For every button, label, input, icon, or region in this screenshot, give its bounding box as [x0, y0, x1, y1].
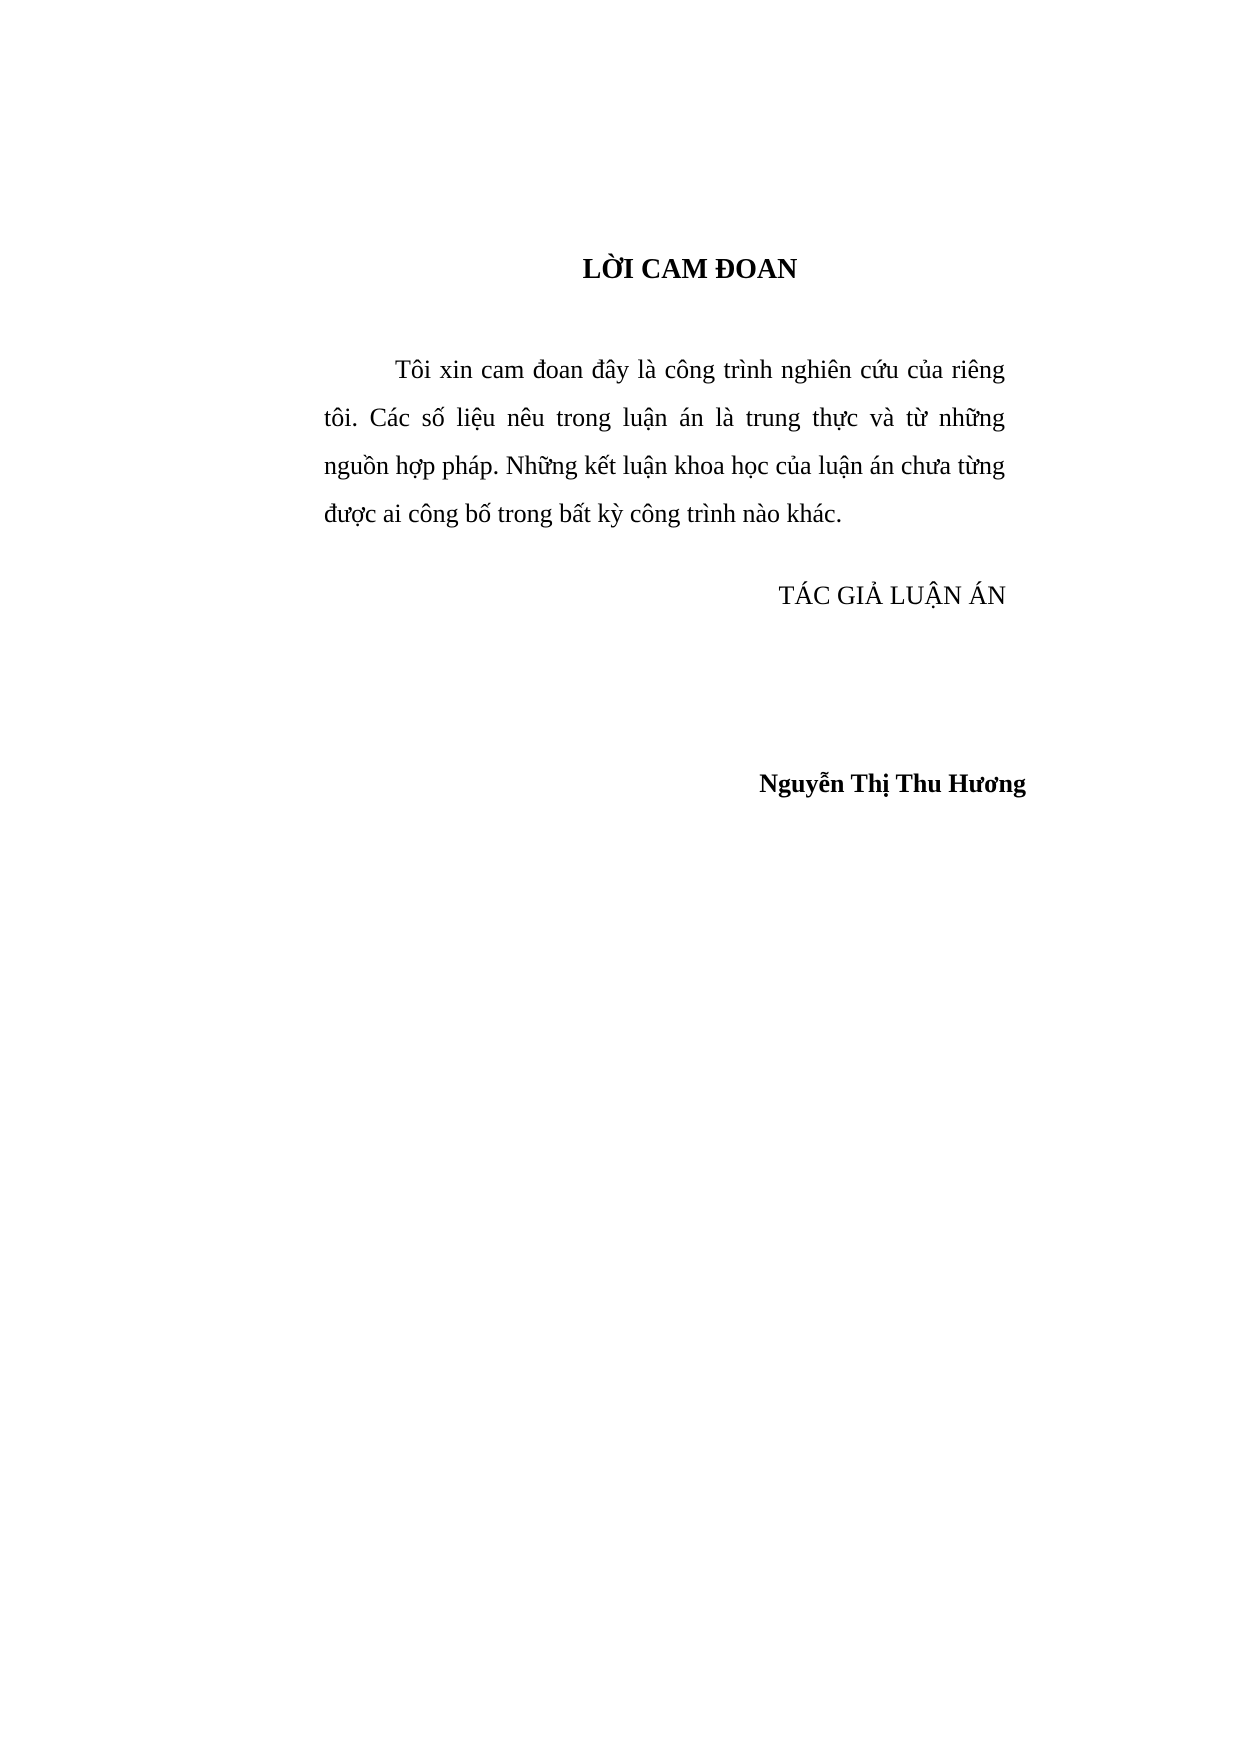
author-label: TÁC GIẢ LUẬN ÁN [778, 581, 1006, 610]
declaration-paragraph: Tôi xin cam đoan đây là công trình nghiên cứu của riêng tôi. Các số liệu nêu trong luận án là trung thực và từ những nguồn hợp pháp. Những kết luận khoa học của luận án chưa từng được ai công bố trong bất kỳ công trình nào khác. [324, 355, 1005, 528]
page-title: LỜI CAM ĐOAN [582, 254, 798, 285]
author-name: Nguyễn Thị Thu Hương [759, 769, 1026, 798]
